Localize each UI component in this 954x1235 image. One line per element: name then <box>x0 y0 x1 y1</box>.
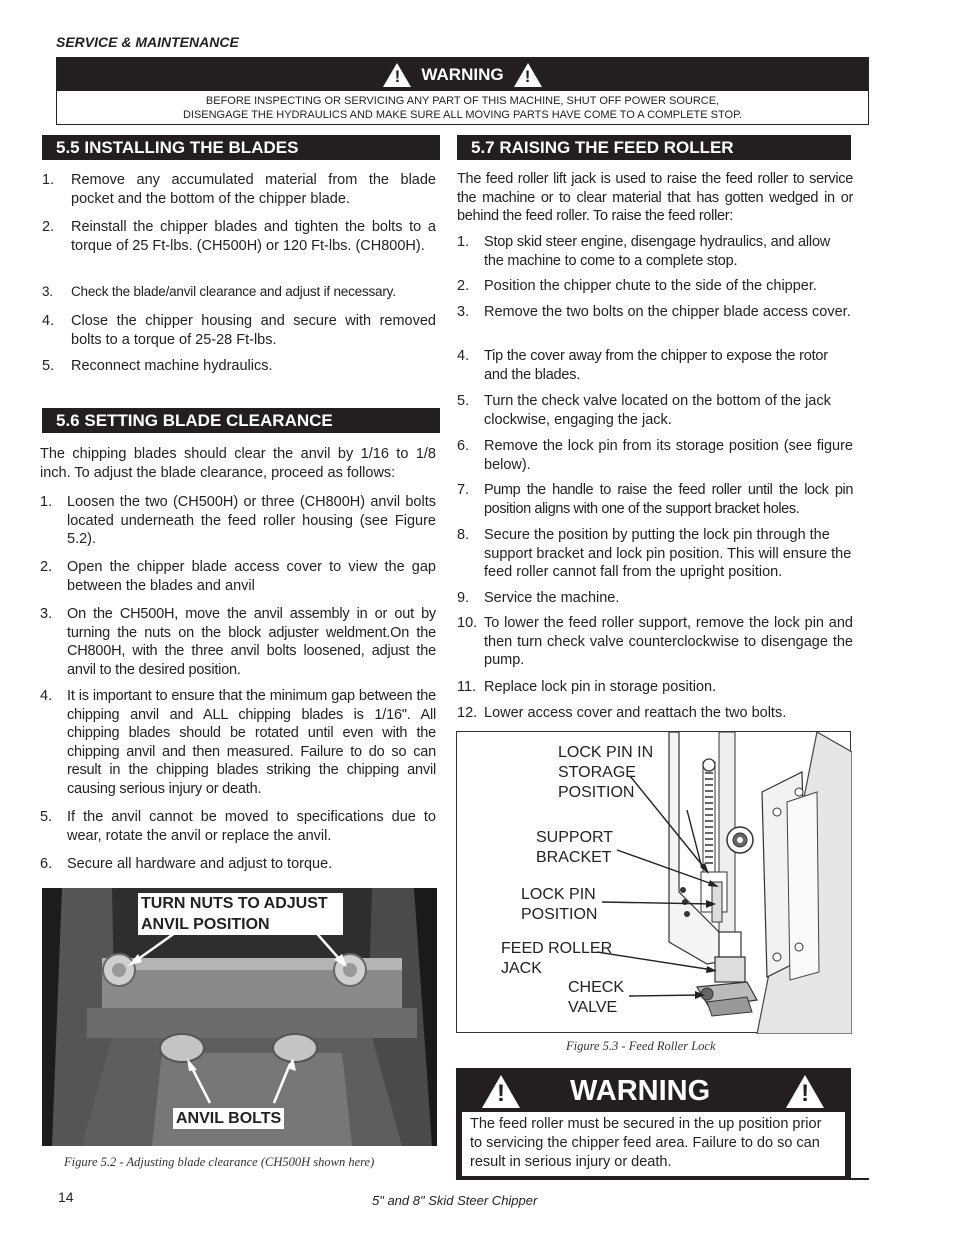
section-5-5-heading: 5.5 INSTALLING THE BLADES <box>42 135 440 160</box>
item-number: 8. <box>457 527 470 543</box>
item-number: 5. <box>40 809 53 825</box>
item-text: Reconnect machine hydraulics. <box>71 358 273 374</box>
item-number: 1. <box>42 172 55 188</box>
warning-right-icon: ! <box>786 1075 824 1108</box>
item-text: Lower access cover and reattach the two bolts. <box>484 705 787 721</box>
item-text: Remove any accumulated material from the blade pocket and the bottom of the chipper blade. <box>71 172 436 207</box>
item-number: 6. <box>40 856 53 872</box>
section-label: SERVICE & MAINTENANCE <box>56 34 239 50</box>
item-text: If the anvil cannot be moved to specifications due to wear, rotate the anvil or replace the anvil. <box>67 809 436 844</box>
label-support-bracket <box>536 828 613 868</box>
label-line: CHECK <box>568 979 625 996</box>
item-number: 5. <box>42 358 55 374</box>
label-line: LOCK PIN IN <box>558 744 654 761</box>
bottom-warning-box <box>456 1068 851 1178</box>
footer-title: 5" and 8" Skid Steer Chipper <box>372 1193 538 1208</box>
label-line: BRACKET <box>536 849 612 866</box>
item-number: 2. <box>457 278 470 294</box>
page-number: 14 <box>58 1189 74 1205</box>
section-5-6-intro: The chipping blades should clear the anvil by 1/16 to 1/8 inch. To adjust the blade clearance, proceed as follows: <box>40 446 436 481</box>
item-text: Open the chipper blade access cover to view the gap between the blades and anvil <box>67 559 436 594</box>
section-5-7-heading: 5.7 RAISING THE FEED ROLLER <box>457 135 851 160</box>
item-text: Turn the check valve located on the bottom of the jack clockwise, engaging the jack. <box>484 393 831 428</box>
label-line: LOCK PIN <box>521 886 596 903</box>
item-text: Service the machine. <box>484 590 620 606</box>
label-line: POSITION <box>521 906 598 923</box>
top-warning-title: WARNING <box>421 64 504 84</box>
item-text: Secure the position by putting the lock pin through the support bracket and lock pin position. This will ensure the feed roller cannot fall from the upright position. <box>484 527 852 580</box>
item-text: On the CH500H, move the anvil assembly in or out by turning the nuts on the block adjuster weldment.On the CH800H, with the three anvil bolts loosened, adjust the anvil to the desired position. <box>67 606 436 678</box>
item-text: Tip the cover away from the chipper to expose the rotor and the blades. <box>484 348 828 383</box>
section-5-7-intro: The feed roller lift jack is used to raise the feed roller to service the machine or to clear material that has gotten wedged in or behind the feed roller. To raise the feed roller: <box>457 171 853 224</box>
label-line: VALVE <box>568 999 618 1016</box>
figure-5-3-caption: Figure 5.3 - Feed Roller Lock <box>566 1039 716 1053</box>
item-number: 2. <box>42 219 55 235</box>
anvil-bolts-label: ANVIL BOLTS <box>173 1108 284 1129</box>
label-lock-pin-storage <box>558 743 653 803</box>
label-line: JACK <box>501 960 542 977</box>
bottom-warning-title: WARNING <box>570 1074 711 1107</box>
item-number: 3. <box>42 284 53 299</box>
top-warning-line2: DISENGAGE THE HYDRAULICS AND MAKE SURE ALL MOVING PARTS HAVE COME TO A COMPLETE STOP. <box>182 109 743 121</box>
turn-nuts-label: TURN NUTS TO ADJUST ANVIL POSITION <box>138 893 343 935</box>
item-text: Remove the lock pin from its storage position (see figure below). <box>484 438 853 473</box>
feed-roller-lock-drawing <box>457 732 852 1034</box>
item-number: 2. <box>40 559 53 575</box>
item-text: Stop skid steer engine, disengage hydraulics, and allow the machine to come to a complete stop. <box>484 234 831 269</box>
bottom-warning-bar <box>458 1070 849 1112</box>
bottom-warning-text: The feed roller must be secured in the up position prior to servicing the chipper feed area. Failure to do so can result in serious injury or death. <box>462 1112 845 1176</box>
top-warning-line1: BEFORE INSPECTING OR SERVICING ANY PART OF THIS MACHINE, SHUT OFF POWER SOURCE, <box>205 95 720 107</box>
item-text: Reinstall the chipper blades and tighten the bolts to a torque of 25 Ft-lbs. (CH500H) or 120 Ft-lbs. (CH800H). <box>71 219 436 254</box>
warning-left-icon: ! <box>482 1075 520 1108</box>
top-warning-box <box>56 57 869 125</box>
item-number: 4. <box>457 348 470 364</box>
item-number: 5. <box>457 393 470 409</box>
item-number: 6. <box>457 438 470 454</box>
item-text: Remove the two bolts on the chipper blade access cover. <box>484 304 851 320</box>
label-line: STORAGE <box>558 764 636 781</box>
item-text: Pump the handle to raise the feed roller until the lock pin position aligns with one of the support bracket holes. <box>484 482 853 517</box>
warning-left-icon: ! <box>383 63 411 87</box>
label-line: SUPPORT <box>536 829 614 846</box>
item-number: 1. <box>457 234 470 250</box>
item-text: It is important to ensure that the minimum gap between the chipping anvil and ALL chipping blades is 1/16". All chipping blades should be rotated until even with the chipping anvil and then measured. Failure to do so can result in the chipping blades striking the chipping anvil causing serious injury or death. <box>67 688 436 797</box>
figure-5-2-photo <box>42 888 437 1146</box>
item-number: 10. <box>457 615 478 631</box>
label-line: FEED ROLLER <box>501 940 613 957</box>
item-number: 11. <box>457 679 477 695</box>
item-text: Replace lock pin in storage position. <box>484 679 717 695</box>
top-warning-bar <box>57 58 868 91</box>
item-number: 4. <box>40 688 53 704</box>
item-text: Position the chipper chute to the side of the chipper. <box>484 278 817 294</box>
warning-right-icon: ! <box>514 63 542 87</box>
item-number: 3. <box>457 304 470 320</box>
label-check-valve <box>568 978 624 1018</box>
item-number: 4. <box>42 313 55 329</box>
item-number: 9. <box>457 590 470 606</box>
item-text: Close the chipper housing and secure with removed bolts to a torque of 25-28 Ft-lbs. <box>71 313 436 348</box>
item-number: 3. <box>40 606 53 622</box>
label-lock-pin-position <box>521 885 597 925</box>
item-number: 12. <box>457 705 478 721</box>
figure-5-2-caption: Figure 5.2 - Adjusting blade clearance (CH500H shown here) <box>64 1155 375 1169</box>
item-text: Check the blade/anvil clearance and adjust if necessary. <box>71 284 396 299</box>
item-text: Secure all hardware and adjust to torque. <box>67 856 333 872</box>
label-feed-roller-jack <box>501 939 612 979</box>
item-text: To lower the feed roller support, remove the lock pin and then turn check valve counterclockwise to disengage the pump. <box>484 615 853 668</box>
figure-5-3 <box>456 731 851 1033</box>
item-number: 7. <box>457 482 470 498</box>
footer-rule <box>456 1178 869 1180</box>
item-text: Loosen the two (CH500H) or three (CH800H) anvil bolts located underneath the feed roller housing (see Figure 5.2). <box>67 494 436 547</box>
item-number: 1. <box>40 494 53 510</box>
section-5-6-heading: 5.6 SETTING BLADE CLEARANCE <box>42 408 440 433</box>
label-line: POSITION <box>558 784 635 801</box>
top-warning-text <box>57 91 868 122</box>
